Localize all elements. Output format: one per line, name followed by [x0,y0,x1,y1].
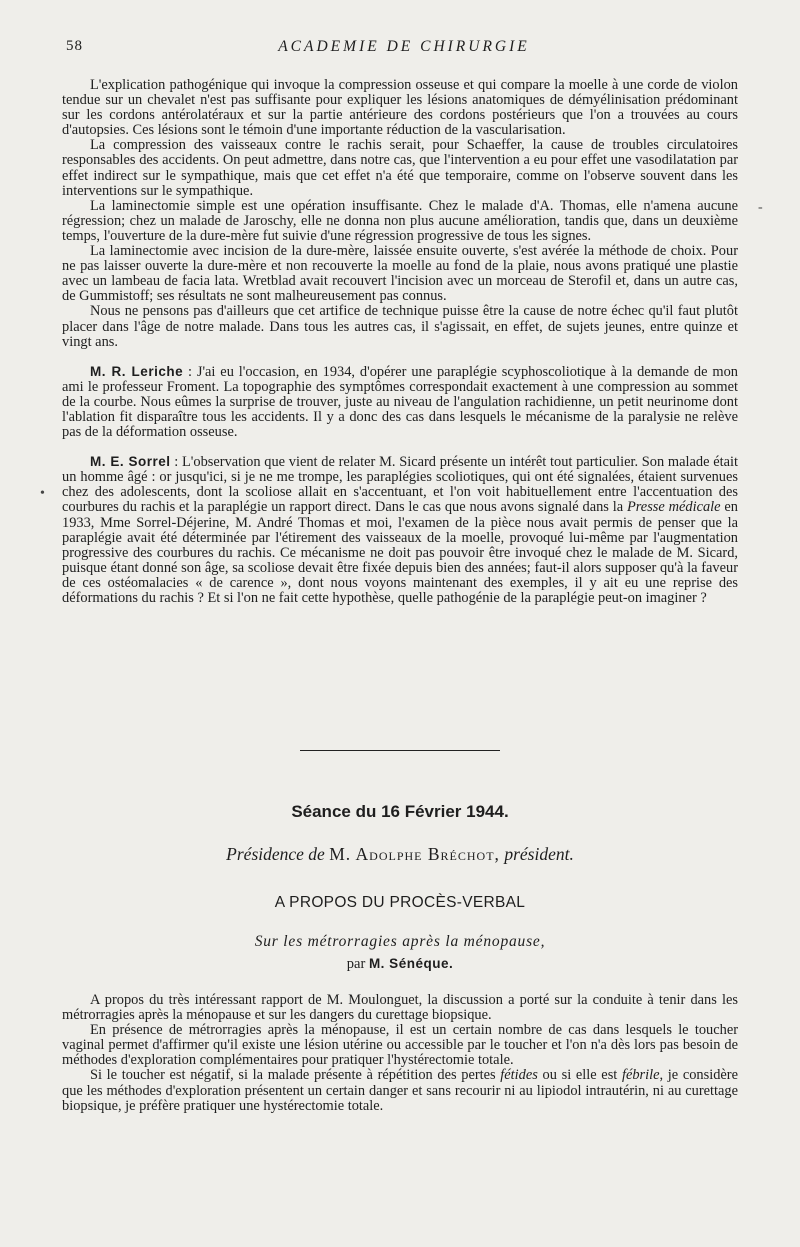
italic-word: fébrile [621,1067,660,1084]
paragraph: La laminectomie avec incision de la dure-mère, laissée ensuite ouverte, s'est avérée la méthode de choix. Pour ne pas laisser ouverte la dure-mère et non recouverte la moelle au fond de la plaie, nous avons pratiqué une plastie avec un lambeau de facia lata. Wretblad avait recouvert l'incision avec un morceau de Sterofil et, dans un autre cas, de Gummistoff; ses résultats ne sont malheureusement pas connus. [62,243,738,305]
presidence-suffix: président. [504,844,574,864]
speaker-name: M. E. Sorrel [90,454,171,470]
text-run: Si le toucher est négatif, si la malade présente à répétition des pertes [90,1067,501,1084]
article-author: M. Sénéque. [368,956,454,971]
paragraph: Nous ne pensons pas d'ailleurs que cet artifice de technique puisse être la cause de notre échec qu'il faut plutôt placer dans l'âge de notre malade. Dans tous les autres cas, il s'agissait, en effet, de sujets jeunes, entre quinze et vingt ans. [62,303,738,350]
italic-word: fétides [500,1067,538,1084]
intervention-text: : L'observation que vient de relater M. Sicard présente un intérêt tout particulier. Son malade était un homme âgé : or jusqu'ici, si je ne me trompe, les paraplégies scoliotiques, qui ont été signalées, étaient survenues chez des adolescents, dont la scoliose allait en s'accentuant, et l'on voit habituellement entre l'accentuation des courbures du rachis et la paraplégie un rapport direct. Dans le cas que nous avons signalé dans la [62,454,738,516]
president-name: M. Adolphe Bréchot, [329,844,500,864]
seance-title: Séance du 16 Février 1944. [291,802,509,821]
byline-par: par [346,956,366,972]
paragraph: En présence de métrorragies après la ménopause, il est un certain nombre de cas dans lesquels le toucher vaginal permet d'affirmer qu'il existe une lésion utérine ou accessible par le toucher et l'on n'a dès lors pas besoin de méthodes d'exploration complémentaires pour pratiquer l'hystérectomie totale. [62,1022,738,1069]
page-header [66,38,742,58]
intervention-text: en 1933, Mme Sorrel-Déjerine, M. André Thomas et moi, l'examen de la pièce nous avait permis de penser que la paraplégie avait été déterminée par l'étirement des vaisseaux de la moelle, provoqué lui-même par l'augmentation progressive des courbures du rachis. Ce mécanisme ne doit pas pouvoir être invoqué chez le malade de M. Sicard, puisque étant donné son âge, sa scoliose devait être fixée depuis bien des années; faut-il alors supposer qu'à la faveur de ces ostéomalacies « de carence », dont nous voyons maintenant des exemples, il y ait eu une reprise des déformations du rachis ? Et si l'on ne fait cette hypothèse, quelle pathogénie de la paraplégie peut-on imaginer ? [62,499,738,606]
journal-title: Presse médicale [626,499,721,516]
section-divider [300,750,500,751]
paragraph: A propos du très intéressant rapport de M. Moulonguet, la discussion a porté sur la conduite à tenir dans les métrorragies après la ménopause et sur les dangers du curettage biopsique. [62,992,738,1024]
leriche-intervention [62,364,738,440]
paragraph [62,1068,738,1113]
article-title: Sur les métrorragies après la ménopause, [254,933,546,950]
paragraph: La laminectomie simple est une opération insuffisante. Chez le malade d'A. Thomas, elle n'amena aucune régression; chez un malade de Jaroschy, elle ne donna non plus aucune amélioration, tandis que, dans un deuxième temps, l'ouverture de la dure-mère fut suivie d'une régression progressive de tous les signes. [62,197,738,244]
margin-dash-mark: - [758,200,763,215]
margin-dot-mark: • [40,486,45,501]
top-discussion [62,78,738,606]
article-body [62,993,738,1114]
intervention-text: : J'ai eu l'occasion, en 1934, d'opérer une paraplégie scyphoscoliotique à la demande de mon ami le professeur Froment. La topographie des symptômes correspondait exactement à une compression au sommet de la courbe. Nous eûmes la surprise de trouver, juste au niveau de l'angulation rachidienne, un petit neurinome dont l'ablation fit disparaître tous les accidents. Il y a donc des cas dans lesquels le mécanisme de la paralysie ne relève pas de la déformation osseuse. [62,363,738,441]
text-run: , je considère que les méthodes d'exploration présentent un certain danger et sans recourir ni au lipiodol intrautérin, ni au curettage biopsique, je préfère pratiquer une hystérectomie totale. [62,1067,738,1114]
section-title: A PROPOS DU PROCÈS-VERBAL [274,894,526,911]
presidence-line [0,844,800,865]
paragraph: La compression des vaisseaux contre le rachis serait, pour Schaeffer, la cause de troubles circulatoires responsables des accidents. On peut admettre, dans notre cas, que l'intervention a eu pour effet une vasodilatation par effet indirect sur le sympathique, mais que cet effet n'a été que temporaire, comme on l'observe souvent dans les interventions sur le sympathique. [62,137,738,199]
text-run: ou si elle est [537,1067,622,1084]
sorrel-intervention [62,454,738,606]
paragraph: L'explication pathogénique qui invoque la compression osseuse et qui compare la moelle à une corde de violon tendue sur un chevalet n'est pas suffisante pour expliquer les lésions anatomiques de démyélinisation prédominant sur les cordons antérolatéraux et sur la partie antérieure des cordons postérieurs que l'on a trouvées au cours d'autopsies. Ces lésions sont le témoin d'une importante réduction de la vascularisation. [62,77,738,139]
running-head: ACADEMIE DE CHIRURGIE [278,38,530,55]
presidence-prefix: Présidence de [226,844,325,864]
speaker-name: M. R. Leriche [90,363,184,379]
page-number: 58 [66,38,83,54]
article-byline [0,956,800,973]
